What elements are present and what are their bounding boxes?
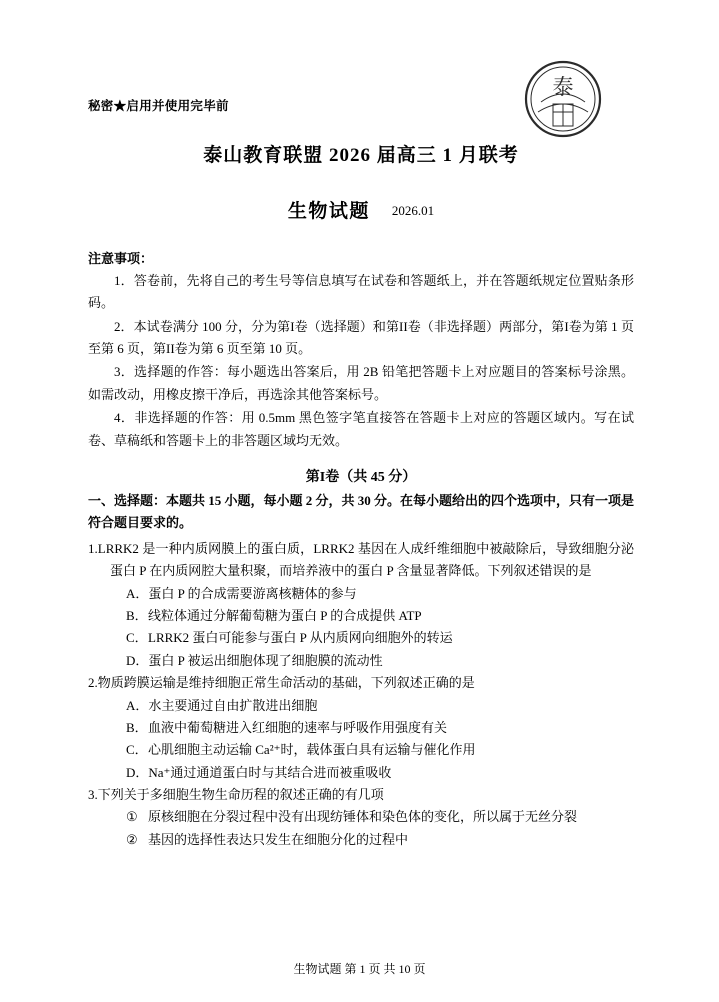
option-text: LRRK2 蛋白可能参与蛋白 P 从内质网向细胞外的转运 [148,630,453,646]
option-label: B． [126,608,148,624]
option-text: 基因的选择性表达只发生在细胞分化的过程中 [148,831,409,847]
option-item[interactable] [126,695,634,717]
school-emblem-icon [524,60,602,138]
exam-date: 2026.01 [391,203,435,218]
question-options [88,695,634,784]
option-text: Na⁺通过通道蛋白时与其结合进而被重吸收 [148,764,392,780]
note-item: 1．答卷前，先将自己的考生号等信息填写在试卷和答题纸上，并在答题纸规定位置贴条形码。 [88,273,634,311]
question-options [88,806,634,851]
question-stem: 1.LRRK2 是一种内质网膜上的蛋白质，LRRK2 基因在人成纤维细胞中被敲除后，导致细胞分泌蛋白 P 在内质网腔大量积聚，而培养液中的蛋白 P 含量显著降低。下列叙述错误的是 [88,541,634,579]
page-footer: 生物试题 第 1 页 共 10 页 [293,962,426,976]
option-item[interactable] [126,762,634,784]
option-item[interactable] [126,739,634,761]
option-text: 水主要通过自由扩散进出细胞 [148,697,318,713]
option-label: ② [126,831,138,847]
section-intro: 一、选择题：本题共 15 小题，每小题 2 分，共 30 分。在每小题给出的四个选项中，只有一项是符合题目要求的。 [88,493,635,531]
question-options [88,583,634,672]
question-list [88,538,634,851]
question-item [88,538,634,672]
option-text: 蛋白 P 被运出细胞体现了细胞膜的流动性 [148,652,383,668]
option-text: 蛋白 P 的合成需要游离核糖体的参与 [148,585,357,601]
option-item[interactable] [126,829,634,851]
page-title: 泰山教育联盟 2026 届高三 1 月联考 [203,145,519,166]
option-item[interactable] [126,717,634,739]
option-text: 线粒体通过分解葡萄糖为蛋白 P 的合成提供 ATP [148,608,422,624]
volume-heading: 第I卷（共 45 分） [305,470,417,485]
note-item: 2．本试卷满分 100 分，分为第I卷（选择题）和第II卷（非选择题）两部分，第I卷为第 1 页至第 6 页，第II卷为第 6 页至第 10 页。 [88,318,634,357]
option-item[interactable] [126,583,634,605]
option-text: 原核细胞在分裂过程中没有出现纺锤体和染色体的变化，所以属于无丝分裂 [148,809,578,825]
option-item[interactable] [126,806,634,828]
option-item[interactable] [126,627,634,649]
option-text: 心肌细胞主动运输 Ca²⁺时，载体蛋白具有运输与催化作用 [148,742,476,758]
option-label: D． [126,764,149,780]
question-item [88,672,634,784]
option-label: C． [126,630,148,646]
question-stem: 2.物质跨膜运输是维持细胞正常生命活动的基础，下列叙述正确的是 [88,675,475,691]
option-label: A． [126,585,149,601]
notes-heading: 注意事项： [88,251,154,266]
option-label: B． [126,719,148,735]
notes-list [88,270,634,453]
subject-title: 生物试题 [287,201,370,222]
option-item[interactable] [126,605,634,627]
svg-text:泰: 泰 [552,75,574,99]
option-label: ① [126,809,138,825]
question-item [88,784,634,851]
option-text: 血液中葡萄糖进入红细胞的速率与呼吸作用强度有关 [148,719,448,735]
note-item: 4．非选择题的作答：用 0.5mm 黑色签字笔直接答在答题卡上对应的答题区域内。写在试卷、草稿纸和答题卡上的非答题区域均无效。 [88,410,634,448]
option-item[interactable] [126,650,634,672]
subject-title-row [88,196,634,223]
option-label: D． [126,652,149,668]
option-label: C． [126,742,148,758]
option-label: A． [126,697,149,713]
secret-label: 秘密★启用并使用完毕前 [88,99,229,113]
question-stem: 3.下列关于多细胞生物生命历程的叙述正确的有几项 [88,786,384,802]
note-item: 3．选择题的作答：每小题选出答案后，用 2B 铅笔把答题卡上对应题目的答案标号涂黑。如需改动，用橡皮擦干净后，再选涂其他答案标号。 [88,364,634,402]
